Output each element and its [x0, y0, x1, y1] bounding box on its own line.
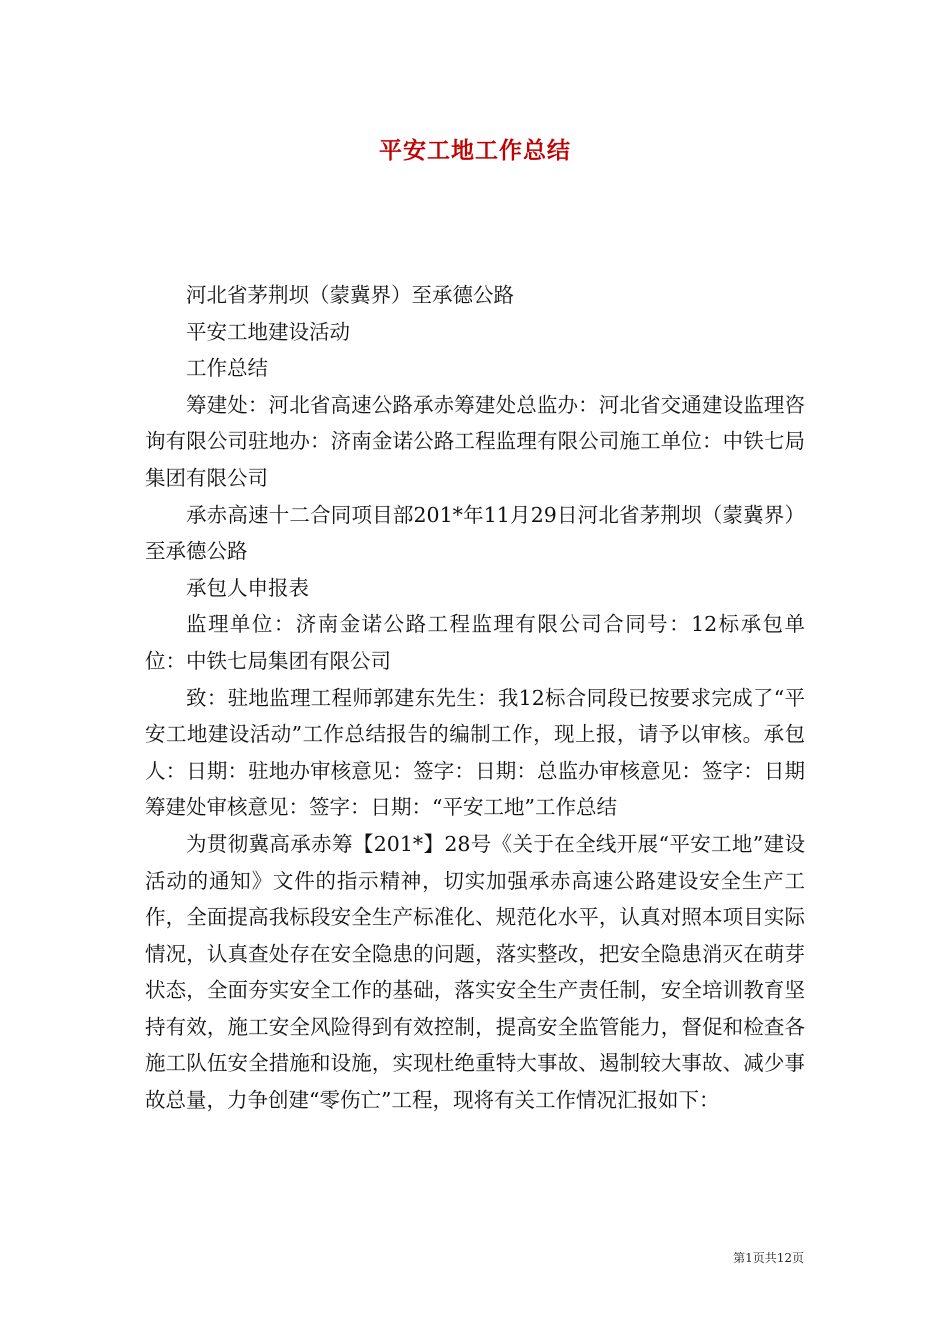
paragraph-summary-intro: 为贯彻冀高承赤筹【201*】28号《关于在全线开展“平安工地”建设活动的通知》文件的指示精神，切实加强承赤高速公路建设安全生产工作，全面提高我标段安全生产标准化、规范化水平，认真对照本项目实际情况，认真查处存在安全隐患的问题，落实整改，把安全隐患消灭在萌芽状态，全面夯实安全工作的基础，落实安全生产责任制，安全培训教育坚持有效，施工安全风险得到有效控制，提高安全监管能力，督促和检查各施工队伍安全措施和设施，实现杜绝重特大事故、遏制较大事故、减少事故总量，力争创建“零伤亡”工程，现将有关工作情况汇报如下：	[145, 831, 805, 1113]
page-title: 平安工地工作总结	[379, 137, 571, 164]
paragraph-project-name: 河北省茅荆坝（蒙冀界）至承德公路	[186, 283, 514, 307]
page-number: 第1页共12页	[733, 1251, 804, 1265]
paragraph-project-date: 承赤高速十二合同项目部201*年11月29日河北省茅荆坝（蒙冀界）至承德公路	[145, 502, 805, 564]
document-body	[145, 277, 805, 1119]
paragraph-contract-info: 监理单位：济南金诺公路工程监理有限公司合同号：12标承包单位：中铁七局集团有限公司	[145, 612, 805, 673]
paragraph-activity-name: 平安工地建设活动	[186, 319, 350, 344]
paragraph-report-type: 工作总结	[186, 356, 268, 381]
paragraph-submission: 致：驻地监理工程师郭建东先生：我12标合同段已按要求完成了“平安工地建设活动”工作总结报告的编制工作，现上报，请予以审核。承包人：日期：驻地办审核意见：签字：日期：总监办审核意见：签字：日期筹建处审核意见：签字：日期：“平安工地”工作总结	[145, 685, 805, 820]
paragraph-organizations: 筹建处：河北省高速公路承赤筹建处总监办：河北省交通建设监理咨询有限公司驻地办：济南金诺公路工程监理有限公司施工单位：中铁七局集团有限公司	[145, 392, 805, 490]
paragraph-form-title: 承包人申报表	[186, 575, 309, 600]
